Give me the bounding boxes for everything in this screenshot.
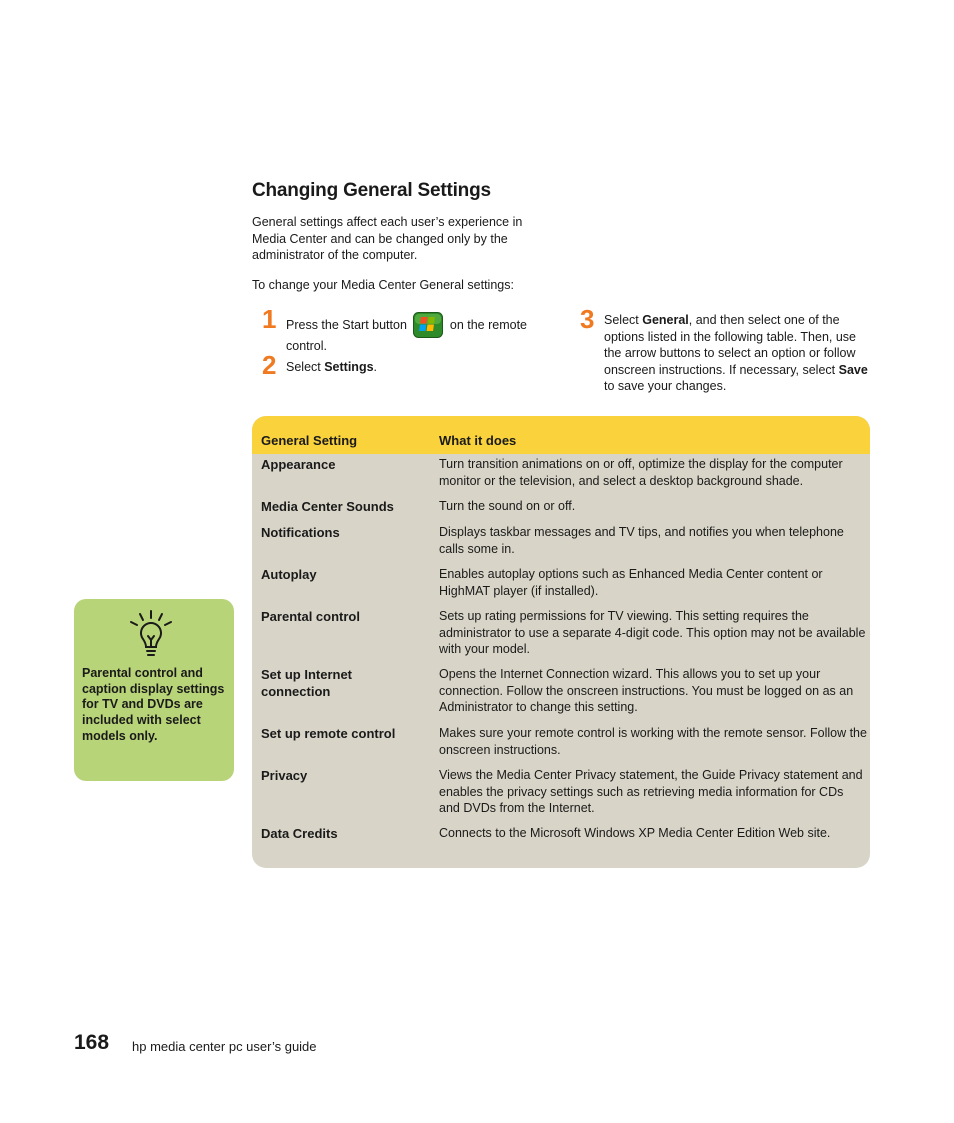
step-3-text-after: to save your changes. — [604, 379, 727, 393]
setting-name: Data Credits — [261, 826, 338, 841]
setting-description: Makes sure your remote control is working with the remote sensor. Follow the onscreen instructions. — [439, 726, 867, 757]
table-header — [252, 416, 870, 454]
page-number: 168 — [74, 1031, 110, 1054]
setting-name: Set up remote control — [261, 726, 396, 741]
step-1-text-before: Press the Start button — [286, 318, 407, 332]
setting-description: Sets up rating permissions for TV viewing. This setting requires the administrator to use a separate 4-digit code. This option may not be available with your model. — [439, 609, 866, 656]
step-2-text-after: . — [373, 360, 378, 374]
step-3-text — [604, 312, 870, 395]
setting-name: Parental control — [261, 609, 360, 624]
step-1-number: 1 — [262, 304, 277, 334]
setting-description: Connects to the Microsoft Windows XP Media Center Edition Web site. — [439, 826, 831, 840]
step-3-number: 3 — [580, 304, 595, 334]
setting-name: Set up Internet connection — [261, 667, 353, 699]
lead-paragraph: To change your Media Center General settings: — [252, 278, 514, 292]
footer-title: hp media center pc user’s guide — [132, 1039, 317, 1054]
setting-description: Turn the sound on or off. — [439, 499, 576, 513]
setting-name: Autoplay — [261, 567, 317, 582]
step-3-bold: General — [642, 313, 689, 327]
step-2-bold: Settings — [324, 360, 374, 374]
windows-start-icon — [413, 312, 443, 338]
intro-paragraph: General settings affect each user’s experience in Media Center and can be changed only by the administrator of the computer. — [252, 215, 523, 262]
settings-table — [252, 416, 870, 868]
step-3-bold-2: Save — [838, 362, 868, 377]
setting-name: Notifications — [261, 525, 340, 540]
tip-text: Parental control and caption display settings for TV and DVDs are included with select models only. — [82, 666, 225, 743]
step-3-text-before: Select — [604, 313, 643, 327]
setting-name: Media Center Sounds — [261, 499, 394, 514]
table-header-setting: General Setting — [261, 433, 358, 448]
step-1-text-after: on the remote control. — [286, 318, 528, 353]
step-1-text — [286, 312, 536, 355]
setting-description: Opens the Internet Connection wizard. This allows you to set up your connection. Follow the onscreen instructions. You must be logged on as an Administrator to change this setting. — [439, 667, 854, 714]
lightbulb-icon — [126, 609, 176, 661]
setting-description: Turn transition animations on or off, optimize the display for the computer monitor or the television, and select a desktop background shade. — [439, 457, 843, 488]
step-3-text-middle: , and then select one of the options listed in the following table. Then, use the arrow buttons to select an option or follow onscreen instructions. If necessary, select — [604, 313, 857, 377]
setting-name: Appearance — [261, 457, 336, 472]
table-header-description: What it does — [439, 433, 517, 448]
step-2-text-before: Select — [286, 360, 325, 374]
tip-box — [74, 599, 234, 781]
step-2-text — [286, 359, 536, 376]
setting-description: Enables autoplay options such as Enhanced Media Center content or HighMAT player (if installed). — [439, 567, 823, 598]
setting-description: Views the Media Center Privacy statement, the Guide Privacy statement and enables the privacy settings such as retrieving media information for CDs and DVDs from the Internet. — [439, 768, 863, 815]
section-title: Changing General Settings — [252, 180, 491, 201]
setting-description: Displays taskbar messages and TV tips, and notifies you when telephone calls some in. — [439, 525, 844, 556]
step-2-number: 2 — [262, 350, 277, 380]
setting-name: Privacy — [261, 768, 308, 783]
